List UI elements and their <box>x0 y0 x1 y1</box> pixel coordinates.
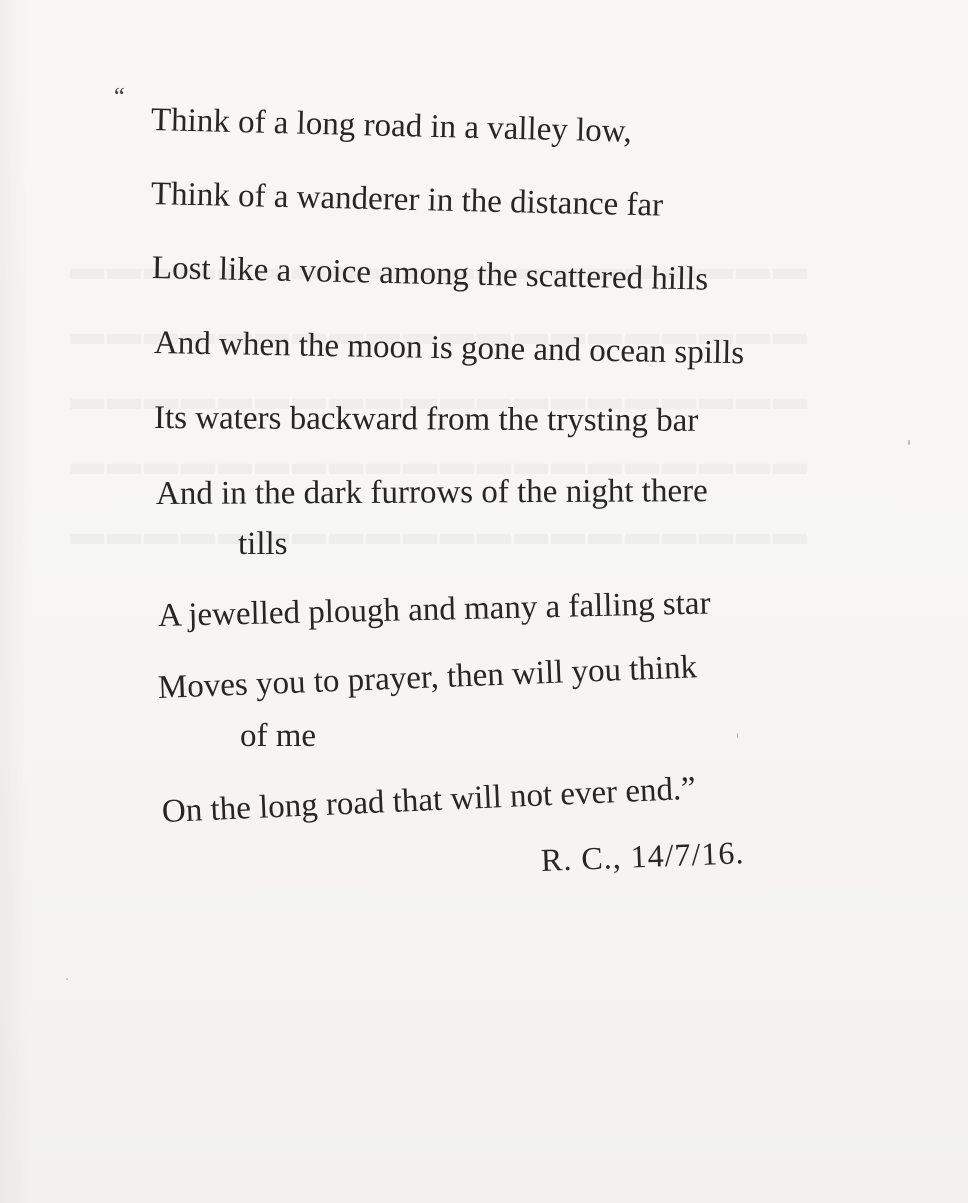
paper-speck <box>908 440 910 445</box>
poem-line-continuation: of me <box>240 718 317 754</box>
opening-quote: “ <box>114 84 125 110</box>
poem-line: Think of a wanderer in the distance far <box>150 176 664 224</box>
poem-line: Moves you to prayer, then will you think <box>157 649 698 706</box>
poem-line: Its waters backward from the trysting bar <box>153 400 699 439</box>
poem-line-continuation: tills <box>238 526 288 562</box>
poem-line: A jewelled plough and many a falling star <box>157 585 711 634</box>
paper-speck <box>66 978 68 980</box>
poem-line: And in the dark furrows of the night there <box>155 473 708 512</box>
paper-speck <box>737 733 738 738</box>
poem-line: And when the moon is gone and ocean spills <box>153 325 745 372</box>
signature: R. C., 14/7/16. <box>540 834 745 878</box>
poem-line: On the long road that will not ever end.” <box>161 770 697 830</box>
poem-line: Think of a long road in a valley low, <box>150 102 633 150</box>
poem-line: Lost like a voice among the scattered hills <box>151 250 709 298</box>
